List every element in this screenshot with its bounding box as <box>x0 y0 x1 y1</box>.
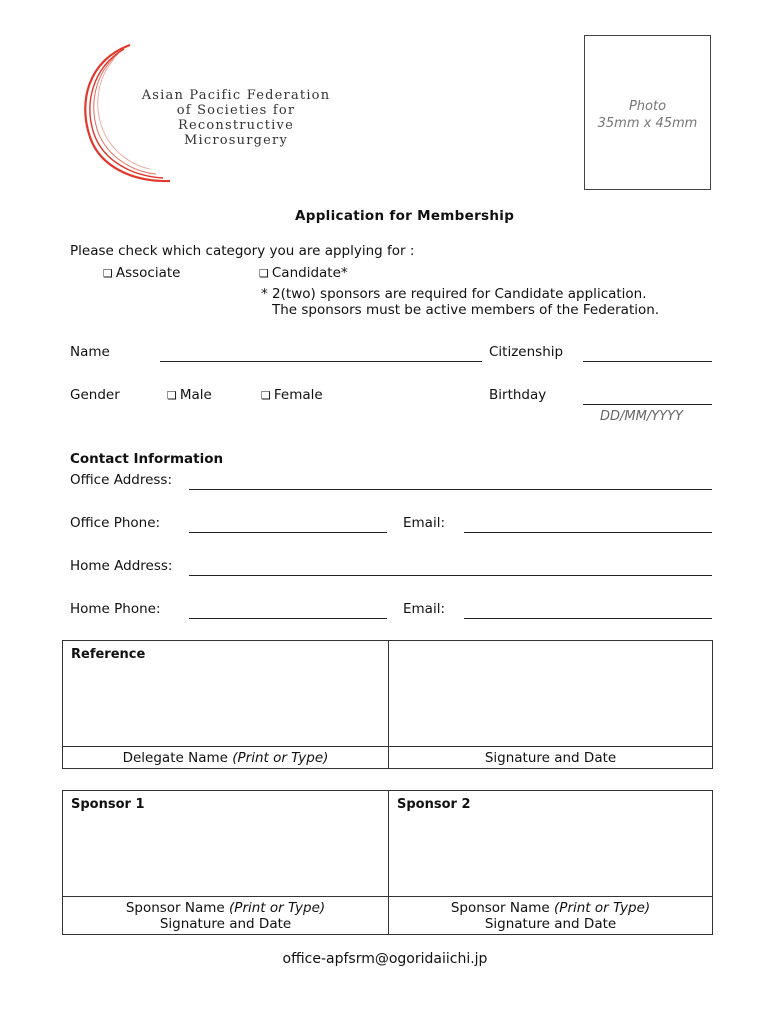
category-candidate-option[interactable] <box>259 265 348 281</box>
reference-heading: Reference <box>71 647 146 662</box>
birthday-format-hint: DD/MM/YYYY <box>600 409 683 424</box>
home-address-label: Home Address: <box>70 558 173 574</box>
gender-female-label: Female <box>273 387 323 403</box>
sponsor-2-name-hint: (Print or Type) <box>554 899 651 916</box>
org-name-line-3: Reconstructive Microsurgery <box>178 118 294 148</box>
checkbox-icon[interactable]: ❑ <box>103 267 113 280</box>
reference-signature-cell[interactable] <box>389 641 713 747</box>
delegate-name-label: Delegate Name <box>122 749 228 766</box>
birthday-label: Birthday <box>489 387 547 403</box>
form-title: Application for Membership <box>295 208 515 224</box>
office-phone-label: Office Phone: <box>70 515 161 531</box>
sponsor-1-name-hint: (Print or Type) <box>229 899 326 916</box>
citizenship-input-line[interactable] <box>583 361 712 362</box>
photo-size-label: 35mm x 45mm <box>597 116 698 131</box>
office-address-input-line[interactable] <box>189 489 712 490</box>
footer-email: office-apfsrm@ogoridaiichi.jp <box>282 951 488 967</box>
home-address-input-line[interactable] <box>189 575 712 576</box>
delegate-name-hint: (Print or Type) <box>232 749 329 766</box>
home-email-label: Email: <box>403 601 446 617</box>
organization-name <box>128 88 344 148</box>
sponsor-2-signature-label: Signature and Date <box>484 915 617 932</box>
sponsor-1-cell[interactable] <box>63 791 389 897</box>
gender-female-option[interactable] <box>261 387 323 403</box>
delegate-name-cell <box>63 747 389 769</box>
office-email-label: Email: <box>403 515 446 531</box>
sponsor-2-footer <box>389 897 713 935</box>
office-address-label: Office Address: <box>70 472 173 488</box>
gender-male-option[interactable] <box>167 387 212 403</box>
org-name-line-1: Asian Pacific Federation <box>141 88 331 103</box>
office-phone-input-line[interactable] <box>189 532 387 533</box>
checkbox-icon[interactable]: ❑ <box>261 389 271 402</box>
gender-male-label: Male <box>179 387 212 403</box>
photo-label: Photo <box>628 99 667 114</box>
candidate-note-line-1: * 2(two) sponsors are required for Candidate application. <box>261 286 647 302</box>
sponsor-1-name-label: Sponsor Name <box>125 899 225 916</box>
reference-signature-label: Signature and Date <box>389 747 713 769</box>
sponsor-2-name-label: Sponsor Name <box>450 899 550 916</box>
checkbox-icon[interactable]: ❑ <box>167 389 177 402</box>
contact-heading: Contact Information <box>70 451 224 467</box>
category-candidate-label: Candidate* <box>271 265 348 281</box>
sponsor-2-heading: Sponsor 2 <box>397 797 471 812</box>
gender-label: Gender <box>70 387 120 403</box>
candidate-note-line-2: The sponsors must be active members of the Federation. <box>272 302 660 318</box>
sponsor-1-signature-label: Signature and Date <box>159 915 292 932</box>
photo-box[interactable] <box>584 35 711 190</box>
home-phone-input-line[interactable] <box>189 618 387 619</box>
home-email-input-line[interactable] <box>464 618 712 619</box>
birthday-input-line[interactable] <box>583 404 712 405</box>
category-associate-option[interactable] <box>103 265 180 281</box>
sponsor-1-footer <box>63 897 389 935</box>
checkbox-icon[interactable]: ❑ <box>259 267 269 280</box>
home-phone-label: Home Phone: <box>70 601 161 617</box>
reference-table <box>62 640 713 769</box>
org-name-line-2: of Societies for <box>176 103 296 118</box>
office-email-input-line[interactable] <box>464 532 712 533</box>
sponsor-table <box>62 790 713 935</box>
citizenship-label: Citizenship <box>489 344 564 360</box>
name-input-line[interactable] <box>160 361 482 362</box>
sponsor-2-cell[interactable] <box>389 791 713 897</box>
category-prompt: Please check which category you are applying for : <box>70 243 415 259</box>
reference-cell[interactable] <box>63 641 389 747</box>
sponsor-1-heading: Sponsor 1 <box>71 797 145 812</box>
name-label: Name <box>70 344 110 360</box>
category-associate-label: Associate <box>115 265 181 281</box>
